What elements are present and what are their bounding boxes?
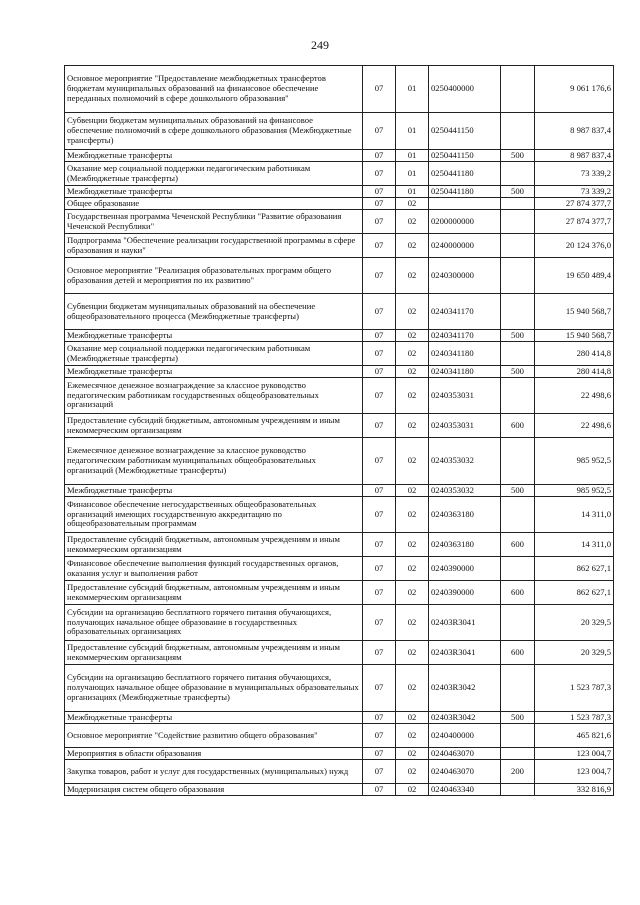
table-row <box>65 712 614 724</box>
cell-amount: 20 329,5 <box>535 605 614 641</box>
table-row <box>65 724 614 748</box>
cell-subsection: 02 <box>396 198 429 210</box>
table-row <box>65 760 614 784</box>
cell-subsection: 02 <box>396 533 429 557</box>
cell-description: Подпрограмма "Обеспечение реализации государственной программы в сфере образования и науки" <box>65 234 363 258</box>
table-row <box>65 414 614 438</box>
cell-expense-type: 500 <box>501 330 535 342</box>
cell-description: Субвенции бюджетам муниципальных образований на обеспечение общеобразовательного процесса (Межбюджетные трансферты) <box>65 294 363 330</box>
cell-amount: 862 627,1 <box>535 581 614 605</box>
cell-section: 07 <box>363 198 396 210</box>
cell-target-article: 0240363180 <box>429 533 501 557</box>
cell-amount: 862 627,1 <box>535 557 614 581</box>
table-row <box>65 784 614 796</box>
cell-description: Межбюджетные трансферты <box>65 366 363 378</box>
cell-description: Модернизация систем общего образования <box>65 784 363 796</box>
cell-expense-type <box>501 198 535 210</box>
cell-description: Межбюджетные трансферты <box>65 485 363 497</box>
cell-expense-type <box>501 342 535 366</box>
table-row <box>65 198 614 210</box>
cell-amount: 985 952,5 <box>535 485 614 497</box>
table-row <box>65 497 614 533</box>
cell-expense-type <box>501 210 535 234</box>
cell-amount: 22 498,6 <box>535 378 614 414</box>
cell-target-article: 0240000000 <box>429 234 501 258</box>
cell-description: Оказание мер социальной поддержки педагогическим работникам (Межбюджетные трансферты) <box>65 162 363 186</box>
cell-section: 07 <box>363 330 396 342</box>
cell-target-article: 02403R3042 <box>429 712 501 724</box>
cell-amount: 123 004,7 <box>535 760 614 784</box>
table-row <box>65 162 614 186</box>
cell-target-article: 0240463340 <box>429 784 501 796</box>
cell-expense-type: 600 <box>501 641 535 665</box>
cell-target-article: 0250400000 <box>429 66 501 113</box>
cell-subsection: 02 <box>396 485 429 497</box>
cell-subsection: 01 <box>396 162 429 186</box>
table-row <box>65 294 614 330</box>
cell-subsection: 02 <box>396 414 429 438</box>
cell-description: Предоставление субсидий бюджетным, автономным учреждениям и иным некоммерческим организациям <box>65 533 363 557</box>
cell-description: Предоставление субсидий бюджетным, автономным учреждениям и иным некоммерческим организациям <box>65 581 363 605</box>
cell-description: Межбюджетные трансферты <box>65 712 363 724</box>
cell-description: Основное мероприятие "Реализация образовательных программ общего образования детей и мероприятия по их развитию" <box>65 258 363 294</box>
table-row <box>65 378 614 414</box>
cell-section: 07 <box>363 342 396 366</box>
table-row <box>65 533 614 557</box>
cell-target-article: 0240390000 <box>429 557 501 581</box>
cell-expense-type: 500 <box>501 712 535 724</box>
cell-subsection: 02 <box>396 210 429 234</box>
cell-amount: 20 124 376,0 <box>535 234 614 258</box>
cell-expense-type: 600 <box>501 581 535 605</box>
cell-amount: 22 498,6 <box>535 414 614 438</box>
cell-section: 07 <box>363 784 396 796</box>
cell-section: 07 <box>363 581 396 605</box>
cell-target-article: 0240300000 <box>429 258 501 294</box>
cell-subsection: 02 <box>396 497 429 533</box>
cell-subsection: 02 <box>396 294 429 330</box>
cell-amount: 8 987 837,4 <box>535 113 614 150</box>
cell-subsection: 02 <box>396 712 429 724</box>
cell-amount: 14 311,0 <box>535 533 614 557</box>
cell-description: Финансовое обеспечение выполнения функций государственных органов, оказания услуг и выполнения работ <box>65 557 363 581</box>
cell-expense-type <box>501 665 535 712</box>
cell-target-article: 0240353031 <box>429 378 501 414</box>
table-row <box>65 748 614 760</box>
cell-expense-type: 600 <box>501 414 535 438</box>
table-row <box>65 665 614 712</box>
table-row <box>65 330 614 342</box>
cell-expense-type <box>501 294 535 330</box>
cell-target-article: 0240341180 <box>429 342 501 366</box>
cell-subsection: 02 <box>396 665 429 712</box>
cell-description: Оказание мер социальной поддержки педагогическим работникам (Межбюджетные трансферты) <box>65 342 363 366</box>
cell-amount: 73 339,2 <box>535 186 614 198</box>
cell-description: Межбюджетные трансферты <box>65 186 363 198</box>
cell-description: Субсидии на организацию бесплатного горячего питания обучающихся, получающих начальное общее образование в государственных образовательных организациях <box>65 605 363 641</box>
cell-section: 07 <box>363 150 396 162</box>
cell-expense-type <box>501 497 535 533</box>
cell-description: Основное мероприятие "Содействие развитию общего образования" <box>65 724 363 748</box>
table-row <box>65 485 614 497</box>
cell-expense-type <box>501 162 535 186</box>
cell-amount: 465 821,6 <box>535 724 614 748</box>
cell-expense-type: 500 <box>501 366 535 378</box>
cell-expense-type: 200 <box>501 760 535 784</box>
cell-target-article: 02403R3042 <box>429 665 501 712</box>
cell-amount: 1 523 787,3 <box>535 665 614 712</box>
cell-description: Субсидии на организацию бесплатного горячего питания обучающихся, получающих начальное общее образование в муниципальных образовательных организациях (Межбюджетные трансферты) <box>65 665 363 712</box>
cell-description: Основное мероприятие "Предоставление межбюджетных трансфертов бюджетам муниципальных образований на финансовое обеспечение переданных полномочий в сфере дошкольного образования" <box>65 66 363 113</box>
table-body <box>65 66 614 796</box>
cell-target-article: 0240353032 <box>429 485 501 497</box>
cell-amount: 9 061 176,6 <box>535 66 614 113</box>
cell-amount: 8 987 837,4 <box>535 150 614 162</box>
cell-description: Финансовое обеспечение негосударственных общеобразовательных организаций имеющих государственную аккредитацию по общеобразовательным программам <box>65 497 363 533</box>
table-row <box>65 438 614 485</box>
cell-target-article: 0250441180 <box>429 162 501 186</box>
cell-expense-type <box>501 438 535 485</box>
cell-description: Закупка товаров, работ и услуг для государственных (муниципальных) нужд <box>65 760 363 784</box>
page-number: 249 <box>311 38 329 52</box>
cell-subsection: 02 <box>396 641 429 665</box>
cell-description: Межбюджетные трансферты <box>65 150 363 162</box>
cell-section: 07 <box>363 66 396 113</box>
cell-section: 07 <box>363 557 396 581</box>
cell-subsection: 01 <box>396 150 429 162</box>
cell-target-article: 0250441180 <box>429 186 501 198</box>
cell-amount: 27 874 377,7 <box>535 198 614 210</box>
cell-expense-type <box>501 748 535 760</box>
cell-section: 07 <box>363 378 396 414</box>
cell-amount: 985 952,5 <box>535 438 614 485</box>
cell-description: Ежемесячное денежное вознаграждение за классное руководство педагогическим работникам муниципальных общеобразовательных организаций (Межбюджетные трансферты) <box>65 438 363 485</box>
cell-expense-type <box>501 605 535 641</box>
cell-amount: 19 650 489,4 <box>535 258 614 294</box>
cell-target-article: 0240353031 <box>429 414 501 438</box>
cell-expense-type <box>501 113 535 150</box>
cell-section: 07 <box>363 162 396 186</box>
table-row <box>65 186 614 198</box>
table-row <box>65 581 614 605</box>
cell-subsection: 02 <box>396 378 429 414</box>
table-row <box>65 366 614 378</box>
cell-section: 07 <box>363 438 396 485</box>
cell-description: Предоставление субсидий бюджетным, автономным учреждениям и иным некоммерческим организациям <box>65 414 363 438</box>
cell-amount: 20 329,5 <box>535 641 614 665</box>
cell-description: Государственная программа Чеченской Республики "Развитие образования Чеченской Республики" <box>65 210 363 234</box>
cell-subsection: 02 <box>396 581 429 605</box>
table-row <box>65 150 614 162</box>
table-row <box>65 234 614 258</box>
cell-target-article: 0240341180 <box>429 366 501 378</box>
cell-section: 07 <box>363 665 396 712</box>
cell-subsection: 02 <box>396 366 429 378</box>
cell-section: 07 <box>363 485 396 497</box>
cell-subsection: 02 <box>396 258 429 294</box>
cell-expense-type <box>501 784 535 796</box>
cell-section: 07 <box>363 366 396 378</box>
cell-section: 07 <box>363 748 396 760</box>
cell-subsection: 02 <box>396 330 429 342</box>
cell-expense-type <box>501 234 535 258</box>
cell-amount: 15 940 568,7 <box>535 294 614 330</box>
cell-subsection: 02 <box>396 748 429 760</box>
table-row <box>65 557 614 581</box>
cell-expense-type: 500 <box>501 485 535 497</box>
cell-amount: 280 414,8 <box>535 342 614 366</box>
cell-section: 07 <box>363 234 396 258</box>
cell-section: 07 <box>363 186 396 198</box>
cell-subsection: 02 <box>396 234 429 258</box>
cell-expense-type: 600 <box>501 533 535 557</box>
cell-target-article: 0240341170 <box>429 330 501 342</box>
cell-section: 07 <box>363 210 396 234</box>
cell-subsection: 02 <box>396 724 429 748</box>
cell-subsection: 02 <box>396 342 429 366</box>
cell-target-article: 02403R3041 <box>429 605 501 641</box>
cell-section: 07 <box>363 294 396 330</box>
cell-amount: 27 874 377,7 <box>535 210 614 234</box>
cell-target-article: 0250441150 <box>429 150 501 162</box>
cell-target-article: 0240363180 <box>429 497 501 533</box>
cell-subsection: 02 <box>396 605 429 641</box>
cell-section: 07 <box>363 760 396 784</box>
cell-expense-type: 500 <box>501 186 535 198</box>
cell-description: Мероприятия в области образования <box>65 748 363 760</box>
cell-subsection: 01 <box>396 66 429 113</box>
cell-target-article: 0240341170 <box>429 294 501 330</box>
cell-description: Субвенции бюджетам муниципальных образований на финансовое обеспечение полномочий в сфере дошкольного образования (Межбюджетные трансферты) <box>65 113 363 150</box>
cell-amount: 1 523 787,3 <box>535 712 614 724</box>
cell-subsection: 01 <box>396 186 429 198</box>
cell-expense-type <box>501 724 535 748</box>
cell-expense-type <box>501 258 535 294</box>
table-row <box>65 210 614 234</box>
cell-amount: 14 311,0 <box>535 497 614 533</box>
cell-target-article <box>429 198 501 210</box>
cell-description: Предоставление субсидий бюджетным, автономным учреждениям и иным некоммерческим организациям <box>65 641 363 665</box>
cell-subsection: 02 <box>396 760 429 784</box>
cell-subsection: 01 <box>396 113 429 150</box>
table-row <box>65 113 614 150</box>
cell-target-article: 02403R3041 <box>429 641 501 665</box>
cell-section: 07 <box>363 712 396 724</box>
cell-section: 07 <box>363 414 396 438</box>
cell-description: Общее образование <box>65 198 363 210</box>
cell-section: 07 <box>363 533 396 557</box>
cell-target-article: 0240390000 <box>429 581 501 605</box>
cell-target-article: 0240400000 <box>429 724 501 748</box>
cell-subsection: 02 <box>396 557 429 581</box>
cell-target-article: 0240353032 <box>429 438 501 485</box>
table-row <box>65 641 614 665</box>
cell-expense-type <box>501 66 535 113</box>
cell-subsection: 02 <box>396 784 429 796</box>
cell-section: 07 <box>363 113 396 150</box>
table-row <box>65 605 614 641</box>
cell-target-article: 0240463070 <box>429 760 501 784</box>
cell-section: 07 <box>363 258 396 294</box>
cell-section: 07 <box>363 724 396 748</box>
cell-target-article: 0240463070 <box>429 748 501 760</box>
cell-section: 07 <box>363 641 396 665</box>
cell-subsection: 02 <box>396 438 429 485</box>
cell-amount: 280 414,8 <box>535 366 614 378</box>
budget-table <box>64 65 614 796</box>
cell-amount: 332 816,9 <box>535 784 614 796</box>
cell-amount: 123 004,7 <box>535 748 614 760</box>
cell-expense-type: 500 <box>501 150 535 162</box>
cell-expense-type <box>501 557 535 581</box>
cell-description: Ежемесячное денежное вознаграждение за классное руководство педагогическим работникам государственных общеобразовательных организаций <box>65 378 363 414</box>
table-row <box>65 258 614 294</box>
cell-target-article: 0200000000 <box>429 210 501 234</box>
cell-section: 07 <box>363 605 396 641</box>
cell-target-article: 0250441150 <box>429 113 501 150</box>
cell-expense-type <box>501 378 535 414</box>
table-row <box>65 342 614 366</box>
table-row <box>65 66 614 113</box>
cell-section: 07 <box>363 497 396 533</box>
cell-amount: 15 940 568,7 <box>535 330 614 342</box>
cell-amount: 73 339,2 <box>535 162 614 186</box>
cell-description: Межбюджетные трансферты <box>65 330 363 342</box>
